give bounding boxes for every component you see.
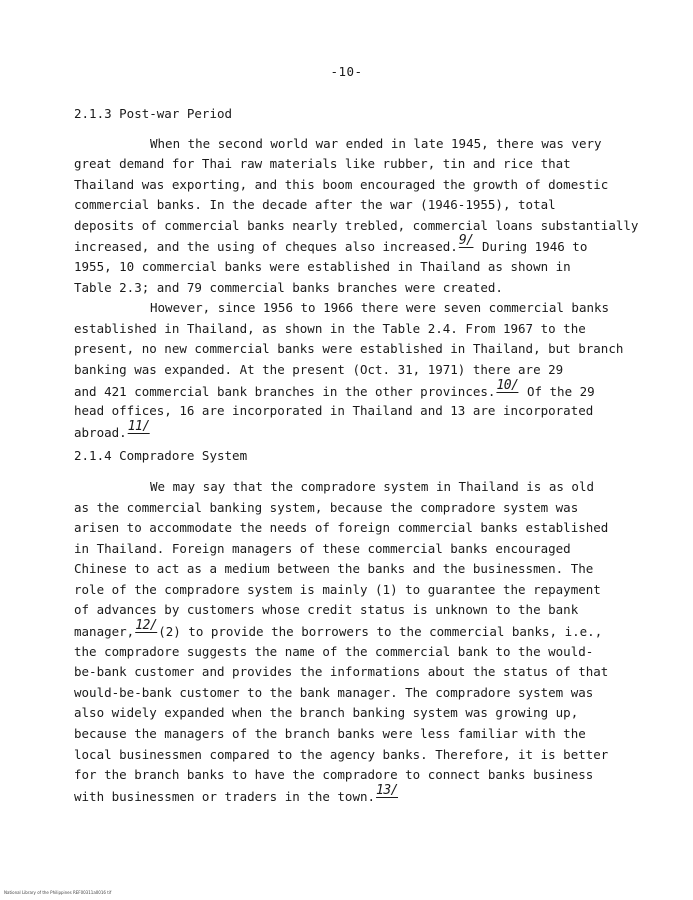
text-line: head offices, 16 are incorporated in Thailand and 13 are incorporated [74, 403, 594, 419]
text-line: as the commercial banking system, because the compradore system was [74, 499, 579, 515]
text-line: also widely expanded when the branch banking system was growing up, [74, 705, 579, 721]
footnote-marker: 11/ [127, 418, 150, 434]
text-segment: During 1946 to [474, 239, 588, 255]
text-line: Thailand was exporting, and this boom encouraged the growth of domestic [74, 176, 609, 192]
text-line: Chinese to act as a medium between the banks and the businessmen. The [74, 561, 594, 577]
text-segment: Of the 29 [519, 383, 595, 399]
text-line: established in Thailand, as shown in the Table 2.4. From 1967 to the [74, 320, 586, 336]
text-line: be-bank customer and provides the informations about the status of that [74, 664, 609, 680]
text-line: banking was expanded. At the present (Oct. 31, 1971) there are 29 [74, 362, 564, 378]
text-line: because the managers of the branch banks were less familiar with the [74, 726, 586, 742]
text-line [74, 782, 664, 807]
footnote-marker: 12/ [135, 618, 158, 634]
text-line: in Thailand. Foreign managers of these commercial banks encouraged [74, 540, 571, 556]
section-post-war-period [74, 104, 664, 442]
text-segment: and 421 commercial bank branches in the other provinces. [74, 383, 496, 399]
footnote-marker: 9/ [458, 233, 474, 249]
text-line [74, 418, 664, 443]
text-segment: increased, and the using of cheques also increased. [74, 239, 458, 255]
text-line: deposits of commercial banks nearly trebled, commercial loans substantially [74, 217, 639, 233]
text-line: arisen to accommodate the needs of foreign commercial banks established [74, 520, 609, 536]
text-segment: manager, [74, 624, 135, 640]
text-line: role of the compradore system is mainly (1) to guarantee the repayment [74, 581, 601, 597]
section-heading: 2.1.3 Post-war Period [74, 106, 233, 121]
text-line: commercial banks. In the decade after the war (1946-1955), total [74, 197, 556, 213]
section-heading: 2.1.4 Compradore System [74, 448, 248, 464]
section-compradore-system [74, 446, 664, 806]
text-line: of advances by customers whose credit status is unknown to the bank [74, 602, 579, 618]
footnote-marker: 10/ [496, 377, 519, 393]
text-line: We may say that the compradore system in Thailand is as old [150, 478, 595, 494]
text-line [74, 618, 664, 642]
text-line: present, no new commercial banks were established in Thailand, but branch [74, 341, 624, 357]
paragraph [74, 477, 664, 807]
text-line: 1955, 10 commercial banks were established in Thailand as shown in [74, 259, 571, 275]
scan-footer: National Library of the Philippines REF00311a0016 tif [4, 890, 112, 895]
text-line: local businessmen compared to the agency banks. Therefore, it is better [74, 746, 609, 762]
text-segment: abroad. [74, 424, 127, 440]
footnote-marker: 13/ [376, 782, 399, 798]
text-line: would-be-bank customer to the bank manager. The compradore system was [74, 684, 594, 700]
text-line [74, 233, 664, 257]
text-line: When the second world war ended in late 1945, there was very [150, 135, 602, 151]
text-segment: (2) to provide the borrowers to the commercial banks, i.e., [158, 624, 603, 640]
paragraph [74, 134, 664, 299]
text-segment: with businessmen or traders in the town. [74, 788, 376, 804]
page-number: -10- [330, 64, 363, 79]
text-line: Table 2.3; and 79 commercial banks branches were created. [74, 279, 503, 295]
text-line: the compradore suggests the name of the commercial bank to the would- [74, 643, 594, 659]
text-line: great demand for Thai raw materials like rubber, tin and rice that [74, 156, 571, 172]
text-line [74, 377, 664, 402]
document-body [74, 104, 664, 806]
text-line: However, since 1956 to 1966 there were seven commercial banks [150, 300, 610, 316]
text-line: for the branch banks to have the compradore to connect banks business [74, 767, 594, 783]
paragraph [74, 298, 664, 442]
